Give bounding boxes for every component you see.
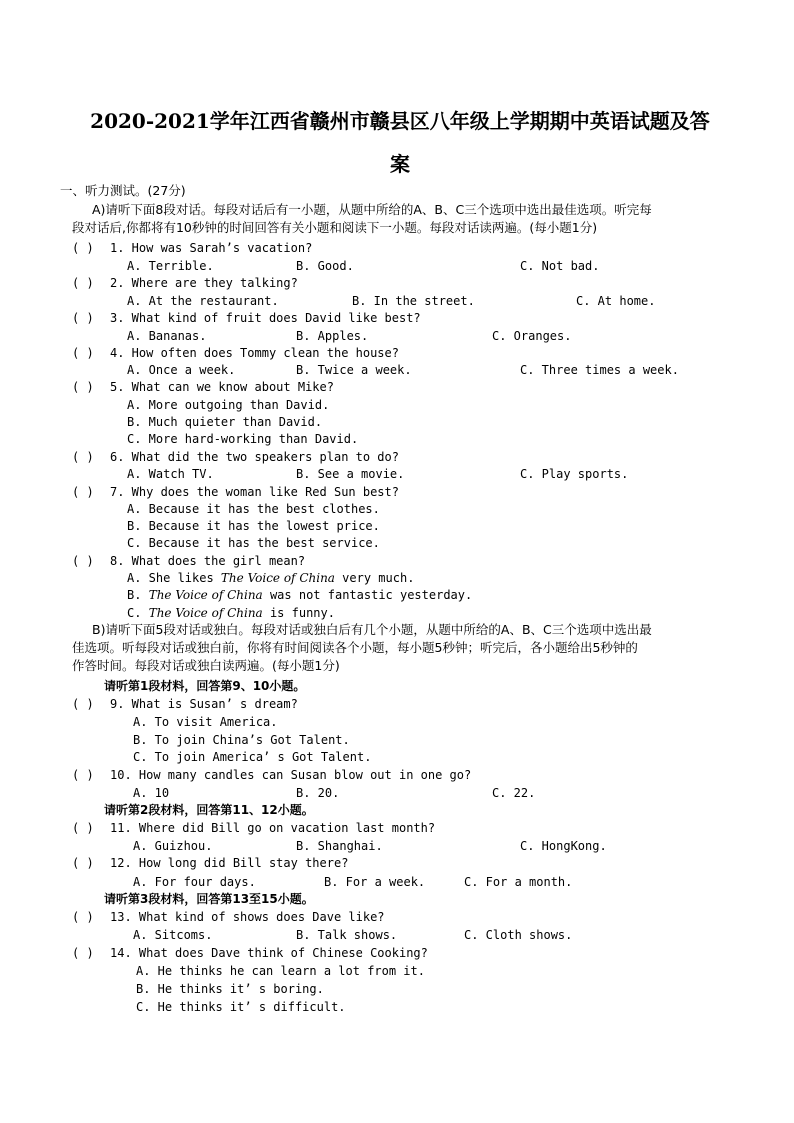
material-2-instruction: 请听第2段材料，回答第11、12小题。 (104, 803, 314, 817)
question-5: ( ) 5. What can we know about Mike? (72, 380, 334, 394)
q14-option-a: A. He thinks he can learn a lot from it. (136, 964, 425, 978)
answer-blank[interactable]: ( ) (72, 856, 94, 870)
question-8: ( ) 8. What does the girl mean? (72, 554, 306, 568)
q6-option-c: C. Play sports. (520, 467, 629, 481)
q1-option-b: B. Good. (296, 259, 354, 273)
answer-blank[interactable]: ( ) (72, 380, 94, 394)
material-1-instruction: 请听第1段材料，回答第9、10小题。 (104, 679, 306, 693)
section-heading: 一、听力测试。(27分) (60, 183, 186, 198)
q4-option-b: B. Twice a week. (296, 363, 412, 377)
question-12: ( ) 12. How long did Bill stay there? (72, 856, 349, 870)
question-10: ( ) 10. How many candles can Susan blow out in one go? (72, 768, 472, 782)
answer-blank[interactable]: ( ) (72, 821, 94, 835)
q12-option-b: B. For a week. (324, 875, 426, 889)
question-13: ( ) 13. What kind of shows does Dave like? (72, 910, 385, 924)
answer-blank[interactable]: ( ) (72, 946, 94, 960)
q8-option-b: B. The Voice of China was not fantastic yesterday. (127, 588, 473, 602)
q1-option-c: C. Not bad. (520, 259, 600, 273)
q9-option-a: A. To visit America. (133, 715, 278, 729)
question-11: ( ) 11. Where did Bill go on vacation last month? (72, 821, 436, 835)
q2-option-a: A. At the restaurant. (127, 294, 279, 308)
q11-option-a: A. Guizhou. (133, 839, 213, 853)
q8-option-a: A. She likes The Voice of China very much. (127, 571, 415, 585)
q12-option-c: C. For a month. (464, 875, 573, 889)
answer-blank[interactable]: ( ) (72, 554, 94, 568)
q10-option-b: B. 20. (296, 786, 340, 800)
q3-option-a: A. Bananas. (127, 329, 207, 343)
q11-option-c: C. HongKong. (520, 839, 607, 853)
q6-option-a: A. Watch TV. (127, 467, 214, 481)
question-1: ( ) 1. How was Sarah’s vacation? (72, 241, 313, 255)
q13-option-c: C. Cloth shows. (464, 928, 573, 942)
q1-option-a: A. Terrible. (127, 259, 214, 273)
q9-option-c: C. To join America’ s Got Talent. (133, 750, 372, 764)
material-3-instruction: 请听第3段材料，回答第13至15小题。 (104, 892, 314, 906)
question-7: ( ) 7. Why does the woman like Red Sun best? (72, 485, 399, 499)
answer-blank[interactable]: ( ) (72, 311, 94, 325)
q4-option-c: C. Three times a week. (520, 363, 679, 377)
doc-title-line1: 2020-2021学年江西省赣州市赣县区八年级上学期期中英语试题及答 (90, 109, 710, 133)
q2-option-c: C. At home. (576, 294, 656, 308)
q6-option-b: B. See a movie. (296, 467, 405, 481)
q7-option-b: B. Because it has the lowest price. (127, 519, 380, 533)
q11-option-b: B. Shanghai. (296, 839, 383, 853)
partB-instruction-2: 佳选项。听每段对话或独白前，你将有时间阅读各个小题，每小题5秒钟；听完后，各小题给出5秒钟的 (72, 640, 638, 655)
q3-option-b: B. Apples. (296, 329, 369, 343)
partA-instruction-1: A)请听下面8段对话。每段对话后有一小题，从题中所给的A、B、C三个选项中选出最佳选项。听完每 (92, 202, 652, 217)
q5-option-c: C. More hard-working than David. (127, 432, 359, 446)
answer-blank[interactable]: ( ) (72, 241, 94, 255)
doc-title-line2: 案 (390, 152, 410, 176)
q4-option-a: A. Once a week. (127, 363, 236, 377)
question-4: ( ) 4. How often does Tommy clean the house? (72, 346, 399, 360)
q14-option-c: C. He thinks it’ s difficult. (136, 1000, 346, 1014)
q10-option-a: A. 10 (133, 786, 170, 800)
q2-option-b: B. In the street. (352, 294, 475, 308)
partB-instruction-1: B)请听下面5段对话或独白。每段对话或独白后有几个小题，从题中所给的A、B、C三个选项中选出最 (92, 622, 652, 637)
q5-option-b: B. Much quieter than David. (127, 415, 323, 429)
q9-option-b: B. To join China’s Got Talent. (133, 733, 350, 747)
q10-option-c: C. 22. (492, 786, 536, 800)
q3-option-c: C. Oranges. (492, 329, 572, 343)
q13-option-b: B. Talk shows. (296, 928, 398, 942)
question-14: ( ) 14. What does Dave think of Chinese Cooking? (72, 946, 428, 960)
q7-option-a: A. Because it has the best clothes. (127, 502, 380, 516)
answer-blank[interactable]: ( ) (72, 697, 94, 711)
answer-blank[interactable]: ( ) (72, 276, 94, 290)
question-9: ( ) 9. What is Susan’ s dream? (72, 697, 298, 711)
question-3: ( ) 3. What kind of fruit does David like best? (72, 311, 421, 325)
answer-blank[interactable]: ( ) (72, 346, 94, 360)
answer-blank[interactable]: ( ) (72, 910, 94, 924)
answer-blank[interactable]: ( ) (72, 450, 94, 464)
q5-option-a: A. More outgoing than David. (127, 398, 330, 412)
q7-option-c: C. Because it has the best service. (127, 536, 380, 550)
answer-blank[interactable]: ( ) (72, 485, 94, 499)
partA-instruction-2: 段对话后,你都将有10秒钟的时间回答有关小题和阅读下一小题。每段对话读两遍。(每小题1分) (72, 220, 598, 235)
q14-option-b: B. He thinks it’ s boring. (136, 982, 324, 996)
partB-instruction-3: 作答时间。每段对话或独白读两遍。(每小题1分) (72, 658, 340, 673)
question-6: ( ) 6. What did the two speakers plan to do? (72, 450, 399, 464)
q12-option-a: A. For four days. (133, 875, 256, 889)
answer-blank[interactable]: ( ) (72, 768, 94, 782)
q13-option-a: A. Sitcoms. (133, 928, 213, 942)
q8-option-c: C. The Voice of China is funny. (127, 606, 335, 620)
question-2: ( ) 2. Where are they talking? (72, 276, 298, 290)
